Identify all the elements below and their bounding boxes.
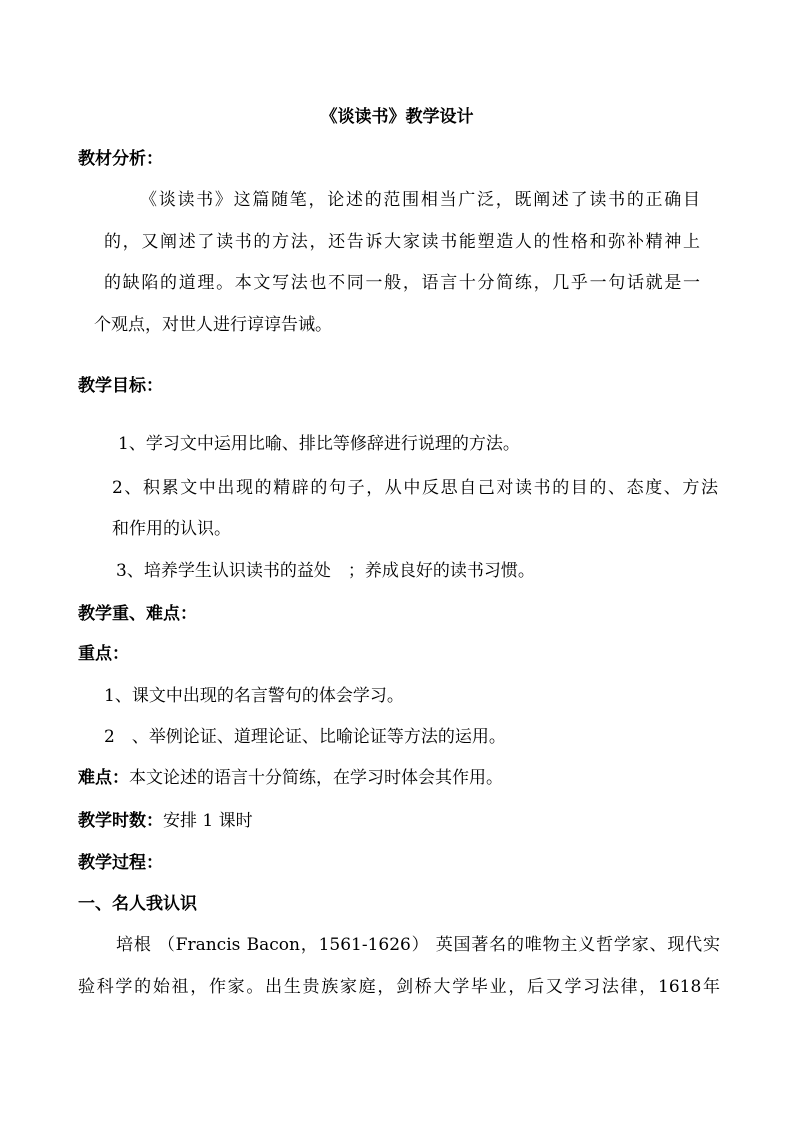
- document-title: 《谈读书》教学设计: [320, 107, 474, 127]
- goal-item: 1、学习文中运用比喻、排比等修辞进行说理的方法。: [118, 434, 520, 454]
- difficulty-text: 本文论述的语言十分简练，在学习时体会其作用。: [129, 768, 503, 788]
- biography-line: 验科学的始祖，作家。出生贵族家庭，剑桥大学毕业，后又学习法律，1618年: [78, 977, 720, 997]
- difficulty-line: [78, 768, 503, 788]
- hours-label: 教学时数：: [78, 811, 163, 831]
- process-heading: 教学过程：: [78, 853, 163, 873]
- analysis-paragraph-line: 《谈读书》这篇随笔，论述的范围相当广泛，既阐述了读书的正确目: [140, 190, 700, 210]
- focus-item: 2 、举例论证、道理论证、比喻论证等方法的运用。: [104, 727, 506, 747]
- analysis-paragraph-line: 个观点，对世人进行谆谆告诫。: [94, 315, 332, 335]
- goal-item-continuation: 和作用的认识。: [112, 519, 231, 539]
- analysis-paragraph-line: 的缺陷的道理。本文写法也不同一般，语言十分简练，几乎一句话就是一: [104, 273, 700, 293]
- keypoints-heading: 教学重、难点：: [78, 604, 197, 624]
- goal-item: 2、积累文中出现的精辟的句子，从中反思自己对读书的目的、态度、方法: [112, 478, 718, 498]
- goals-heading: 教学目标：: [78, 376, 163, 396]
- difficulty-label: 难点：: [78, 768, 129, 788]
- analysis-heading: 教材分析：: [78, 149, 163, 169]
- hours-text: 安排 1 课时: [163, 811, 253, 831]
- section-heading: 一、名人我认识: [78, 894, 197, 914]
- hours-line: [78, 811, 253, 831]
- biography-line: 培根 （Francis Bacon，1561-1626） 英国著名的唯物主义哲学家、现代实: [116, 935, 720, 955]
- focus-heading: 重点：: [78, 644, 129, 664]
- focus-item: 1、课文中出现的名言警句的体会学习。: [104, 686, 404, 706]
- goal-item: 3、培养学生认识读书的益处 ；养成良好的读书习惯。: [116, 561, 535, 581]
- analysis-paragraph-line: 的，又阐述了读书的方法，还告诉大家读书能塑造人的性格和弥补精神上: [104, 232, 700, 252]
